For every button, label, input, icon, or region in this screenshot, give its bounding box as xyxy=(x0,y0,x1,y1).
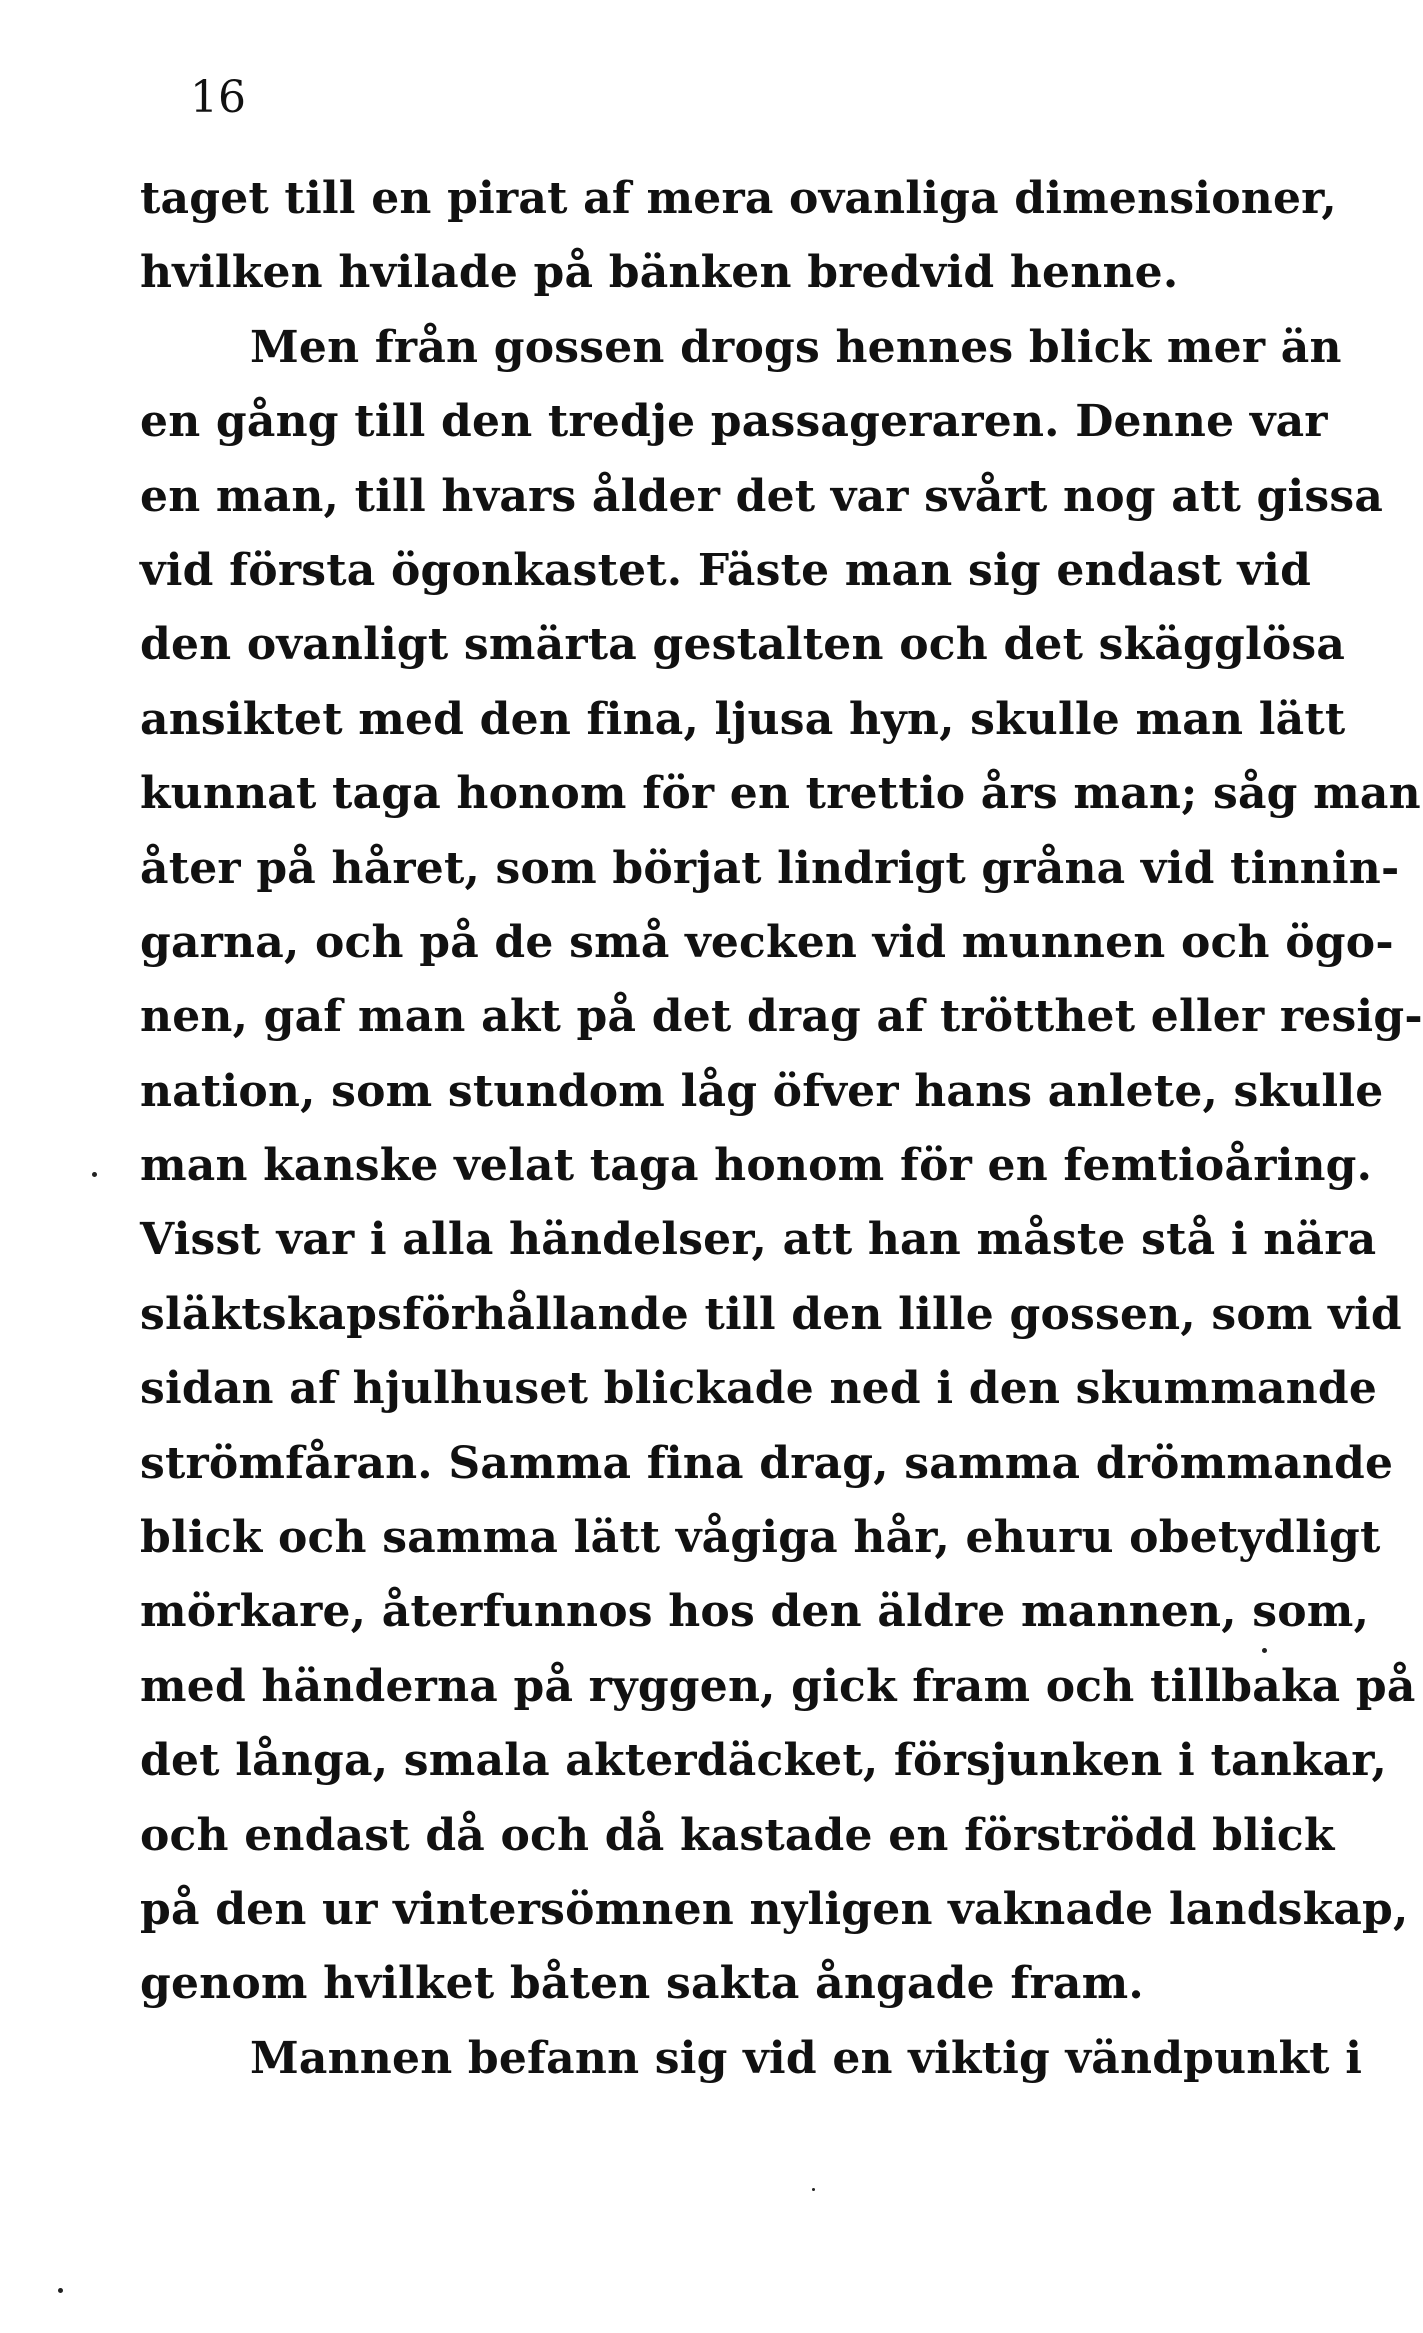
text-line: mörkare, återfunnos hos den äldre mannen, som, xyxy=(140,1586,1370,1638)
text-line: sidan af hjulhuset blickade ned i den skummande xyxy=(140,1363,1378,1415)
body-text xyxy=(140,162,1423,2096)
text-line: åter på håret, som börjat lindrigt gråna vid tinnin- xyxy=(140,842,1400,894)
text-line: nation, som stundom låg öfver hans anlete, skulle xyxy=(140,1065,1384,1117)
text-line: en man, till hvars ålder det var svårt nog att gissa xyxy=(140,470,1384,522)
text-line: vid första ögonkastet. Fäste man sig endast vid xyxy=(140,544,1312,596)
text-line: nen, gaf man akt på det drag af trötthet eller resig- xyxy=(140,991,1423,1043)
scan-speck xyxy=(92,1172,97,1177)
page-number: 16 xyxy=(190,72,246,123)
text-line: med händerna på ryggen, gick fram och tillbaka på xyxy=(140,1660,1416,1712)
text-line: man kanske velat taga honom för en femtioåring. xyxy=(140,1140,1373,1192)
text-line: genom hvilket båten sakta ångade fram. xyxy=(140,1958,1144,2010)
text-line: hvilken hvilade på bänken bredvid henne. xyxy=(140,247,1179,299)
text-line: blick och samma lätt vågiga hår, ehuru obetydligt xyxy=(140,1512,1381,1564)
text-line: strömfåran. Samma fina drag, samma drömmande xyxy=(140,1437,1394,1489)
text-line: en gång till den tredje passageraren. Denne var xyxy=(140,396,1328,448)
text-line: taget till en pirat af mera ovanliga dimensioner, xyxy=(140,173,1337,224)
scan-speck xyxy=(1262,1648,1267,1653)
scan-speck xyxy=(812,2188,815,2191)
text-line: den ovanligt smärta gestalten och det skägglösa xyxy=(140,619,1346,671)
text-line: Men från gossen drogs hennes blick mer än xyxy=(250,321,1342,373)
text-line: på den ur vintersömnen nyligen vaknade landskap, xyxy=(140,1883,1409,1935)
text-line: Mannen befann sig vid en viktig vändpunkt i xyxy=(250,2032,1363,2084)
text-line: släktskapsförhållande till den lille gossen, som vid xyxy=(140,1288,1402,1340)
text-line: kunnat taga honom för en trettio års man; såg man xyxy=(140,768,1421,820)
scan-speck xyxy=(58,2288,63,2293)
text-line: det långa, smala akterdäcket, försjunken i tankar, xyxy=(140,1735,1387,1787)
text-line: Visst var i alla händelser, att han måste stå i nära xyxy=(140,1214,1377,1266)
text-line: ansiktet med den fina, ljusa hyn, skulle man lätt xyxy=(140,693,1346,745)
text-line: och endast då och då kastade en förströdd blick xyxy=(140,1809,1335,1861)
text-line: garna, och på de små vecken vid munnen och ögo- xyxy=(140,916,1394,968)
